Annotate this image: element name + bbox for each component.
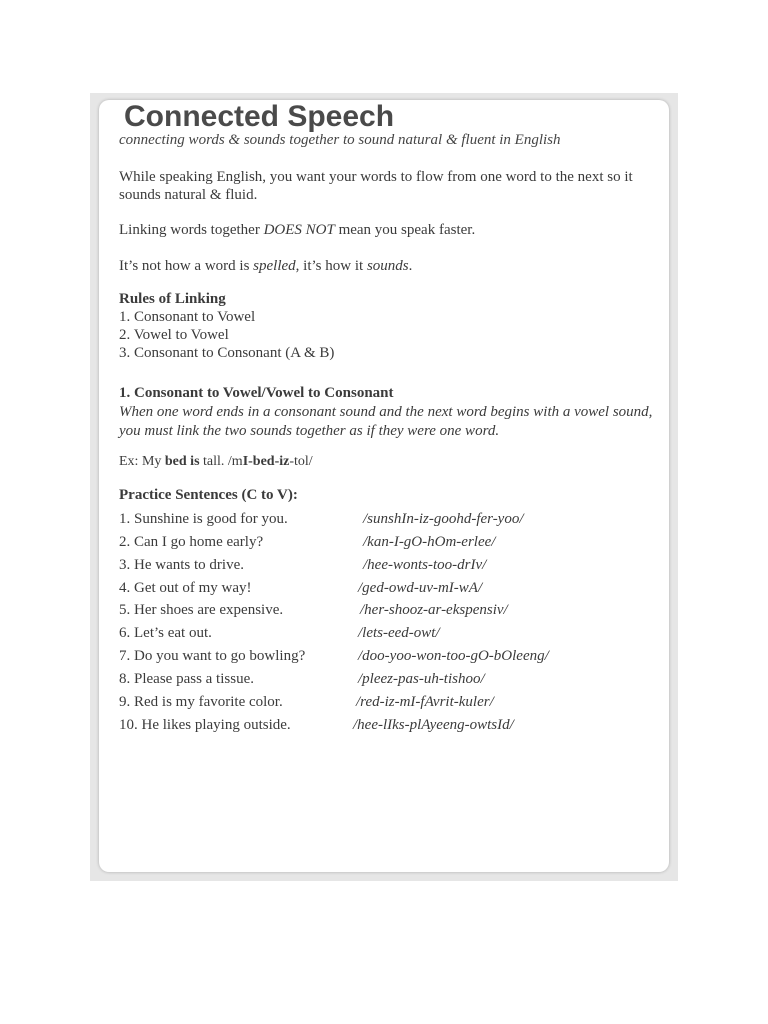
practice-sentence: 10. He likes playing outside.	[119, 717, 291, 733]
practice-sentence: 6. Let’s eat out.	[119, 625, 212, 641]
practice-sentence: 9. Red is my favorite color.	[119, 694, 283, 710]
practice-ipa: /kan-I-gO-hOm-erlee/	[363, 534, 496, 550]
rule-item-2: 2. Vowel to Vowel	[119, 327, 229, 343]
section1-heading: 1. Consonant to Vowel/Vowel to Consonant	[119, 385, 394, 401]
practice-sentence: 3. He wants to drive.	[119, 557, 244, 573]
page-subtitle: connecting words & sounds together to sound natural & fluent in English	[119, 132, 561, 148]
practice-sentence: 8. Please pass a tissue.	[119, 671, 254, 687]
practice-ipa: /lets-eed-owt/	[358, 625, 440, 641]
page-title: Connected Speech	[124, 100, 395, 133]
practice-sentence: 2. Can I go home early?	[119, 534, 264, 550]
practice-ipa: /hee-lIks-plAyeeng-owtsId/	[353, 717, 514, 733]
intro-paragraph-1: While speaking English, you want your words to flow from one word to the next so it sounds natural & fluid.	[119, 169, 633, 203]
example-line: Ex: My bed is tall. /mI-bed-iz-tol/	[119, 454, 313, 469]
section1-description: When one word ends in a consonant sound and the next word begins with a vowel sound, you must link the two sounds together as if they were one word.	[119, 404, 653, 439]
practice-sentence: 1. Sunshine is good for you.	[119, 511, 288, 527]
intro-paragraph-2: Linking words together DOES NOT mean you speak faster.	[119, 222, 476, 238]
practice-ipa: /doo-yoo-won-too-gO-bOleeng/	[358, 648, 549, 664]
rule-item-1: 1. Consonant to Vowel	[119, 309, 256, 325]
practice-sentence: 5. Her shoes are expensive.	[119, 602, 284, 618]
intro-paragraph-3: It’s not how a word is spelled, it’s how it sounds.	[119, 258, 413, 274]
practice-ipa: /hee-wonts-too-drIv/	[363, 557, 487, 573]
practice-ipa: /ged-owd-uv-mI-wA/	[358, 580, 483, 596]
practice-heading: Practice Sentences (C to V):	[119, 487, 298, 503]
practice-ipa: /pleez-pas-uh-tishoo/	[358, 671, 485, 687]
practice-sentence: 4. Get out of my way!	[119, 580, 252, 596]
rules-heading: Rules of Linking	[119, 291, 226, 307]
rule-item-3: 3. Consonant to Consonant (A & B)	[119, 345, 335, 361]
practice-ipa: /sunshIn-iz-goohd-fer-yoo/	[363, 511, 524, 527]
practice-ipa: /her-shooz-ar-ekspensiv/	[360, 602, 508, 618]
practice-ipa: /red-iz-mI-fAvrit-kuler/	[356, 694, 494, 710]
practice-sentence: 7. Do you want to go bowling?	[119, 648, 306, 664]
